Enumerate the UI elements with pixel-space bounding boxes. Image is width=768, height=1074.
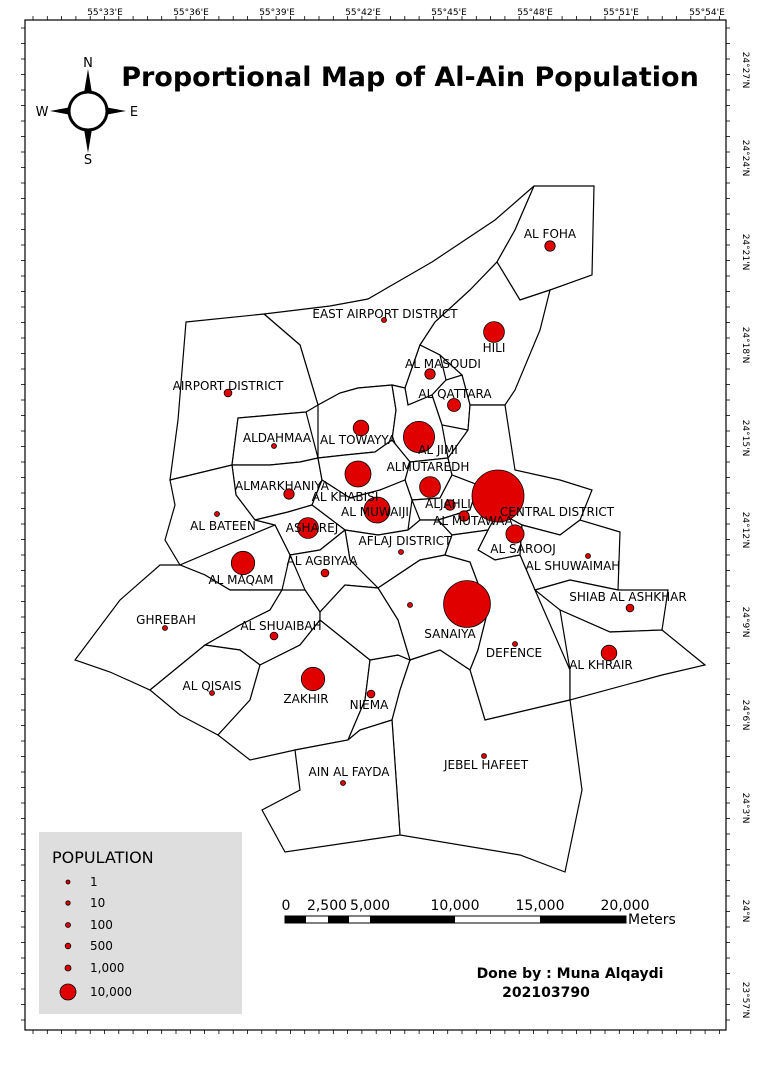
district-label: AL FOHA — [523, 227, 577, 241]
district-label: CENTRAL DISTRICT — [499, 505, 615, 519]
symbol-shiab-al-ashkhar — [626, 604, 634, 612]
district-label: AL MAQAM — [208, 573, 274, 587]
district-label: ALDAHMAA — [242, 431, 312, 445]
coord-label-right: 23°57'N — [740, 981, 750, 1019]
district-label: AIRPORT DISTRICT — [172, 379, 284, 393]
author-id: 202103790 — [502, 985, 590, 1001]
district-label: EAST AIRPORT DISTRICT — [312, 307, 458, 321]
scale-label: 10,000 — [430, 898, 480, 914]
district-label: AL AGBIYAA — [286, 554, 358, 568]
compass-east-label: E — [129, 105, 139, 120]
map-title: Proportional Map of Al-Ain Population — [121, 62, 699, 93]
coord-label-right: 24°18'N — [740, 326, 750, 364]
legend-item-label: 1 — [90, 875, 98, 889]
legend-item-label: 10,000 — [90, 985, 132, 999]
legend-item-label: 100 — [90, 918, 113, 932]
symbol-almutaredh — [420, 477, 441, 498]
district-label: AL SHUWAIMAH — [525, 559, 621, 573]
district-label: DEFENCE — [485, 646, 543, 660]
legend-item-label: 1,000 — [90, 961, 125, 975]
symbol-al-maqam — [231, 551, 254, 574]
scale-label: 20,000 — [600, 898, 650, 914]
coord-label-right: 24°15'N — [740, 419, 750, 457]
scale-label: 15,000 — [515, 898, 565, 914]
district-label: AL QISAIS — [182, 679, 242, 693]
coord-label-right: 24°27'N — [740, 51, 750, 89]
district-label: AL KHRAIR — [569, 658, 633, 672]
district-label: ALMUTAREDH — [386, 460, 470, 474]
compass-south-label: S — [83, 153, 93, 168]
legend-title: POPULATION — [52, 848, 154, 867]
district-label: AL BATEEN — [190, 519, 256, 533]
coord-label-right: 24°9'N — [740, 606, 750, 638]
symbol-hili — [484, 322, 505, 343]
right-coordinate-labels — [740, 52, 750, 1019]
top-coordinate-labels — [87, 8, 725, 18]
district-label: AL QATTARA — [418, 387, 492, 401]
coord-label-right: 24°21'N — [740, 233, 750, 271]
legend-symbol — [65, 965, 71, 971]
district-label: AL SAROOJ — [490, 542, 556, 556]
coord-label-right: 24°24'N — [740, 139, 750, 177]
district-label: AL MUWAIJI — [341, 505, 409, 519]
district-label: ALMARKHANIYA — [234, 479, 330, 493]
scale-label: 5,000 — [349, 898, 391, 914]
symbol-al-khabisi — [345, 461, 371, 487]
legend-symbol — [65, 943, 71, 949]
scale-unit: Meters — [628, 912, 676, 928]
symbol-al-bateen — [215, 512, 220, 517]
district-label: NIEMA — [349, 698, 389, 712]
district-label: JEBEL HAFEET — [443, 758, 529, 772]
legend-symbol — [60, 984, 76, 1000]
coord-label-right: 24°3'N — [740, 792, 750, 824]
symbol-al-shuaibah — [270, 632, 278, 640]
symbol-sanaiya — [444, 581, 491, 628]
legend-symbol — [66, 923, 71, 928]
legend-symbol — [66, 880, 70, 884]
coord-label-top: 55°48'E — [517, 8, 553, 18]
symbol-ain-al-fayda — [341, 781, 346, 786]
district-label: AL JIMI — [418, 443, 458, 457]
coord-label-top: 55°39'E — [259, 8, 295, 18]
district-label: SANAIYA — [424, 627, 476, 641]
compass-north-label: N — [83, 56, 93, 71]
district-label: AL MASOUDI — [405, 357, 481, 371]
coord-label-right: 24°12'N — [740, 511, 750, 549]
coord-label-top: 55°36'E — [173, 8, 209, 18]
district-label: AL MUTAWAA — [433, 514, 513, 528]
coord-label-top: 55°51'E — [603, 8, 639, 18]
district-label: ASHAREJ — [285, 521, 339, 535]
symbol-al-agbiyaa — [321, 569, 329, 577]
district-label: AL KHABISI — [311, 490, 379, 504]
district-shiab-al-ashkhar — [535, 580, 668, 632]
district-label: AL TOWAYYA — [320, 433, 396, 447]
district-label: AL SHUAIBAH — [240, 619, 322, 633]
district-label: GHREBAH — [136, 613, 196, 627]
scale-label: 0 — [281, 898, 291, 914]
symbol-niema — [367, 690, 375, 698]
symbol-al-foha — [545, 241, 555, 251]
author-name: Done by : Muna Alqaydi — [476, 966, 664, 982]
coord-label-right: 24°N — [740, 899, 750, 923]
scale-bar — [282, 898, 676, 928]
coord-label-top: 55°45'E — [431, 8, 467, 18]
district-label: SHIAB AL ASHKHAR — [569, 590, 687, 604]
scale-label: 2,500 — [306, 898, 348, 914]
legend-item-label: 500 — [90, 939, 113, 953]
legend — [39, 832, 242, 1014]
compass-west-label: W — [35, 105, 49, 120]
district-label: AFLAJ DISTRICT — [358, 534, 452, 548]
symbol-unnamed — [408, 603, 413, 608]
symbol-zakhir — [301, 667, 324, 690]
legend-item-label: 10 — [90, 896, 106, 910]
district-label: ALJAHLI — [425, 497, 471, 511]
symbol-al-shuwaimah — [586, 554, 591, 559]
symbol-aflaj — [399, 550, 404, 555]
district-label: AIN AL FAYDA — [308, 765, 390, 779]
district-label: HILI — [482, 341, 506, 355]
coord-label-top: 55°42'E — [345, 8, 381, 18]
legend-symbol — [66, 901, 70, 905]
district-label: ZAKHIR — [283, 692, 329, 706]
coord-label-top: 55°33'E — [87, 8, 123, 18]
coord-label-top: 55°54'E — [689, 8, 725, 18]
district-boundaries — [75, 186, 705, 872]
coord-label-right: 24°6'N — [740, 699, 750, 731]
